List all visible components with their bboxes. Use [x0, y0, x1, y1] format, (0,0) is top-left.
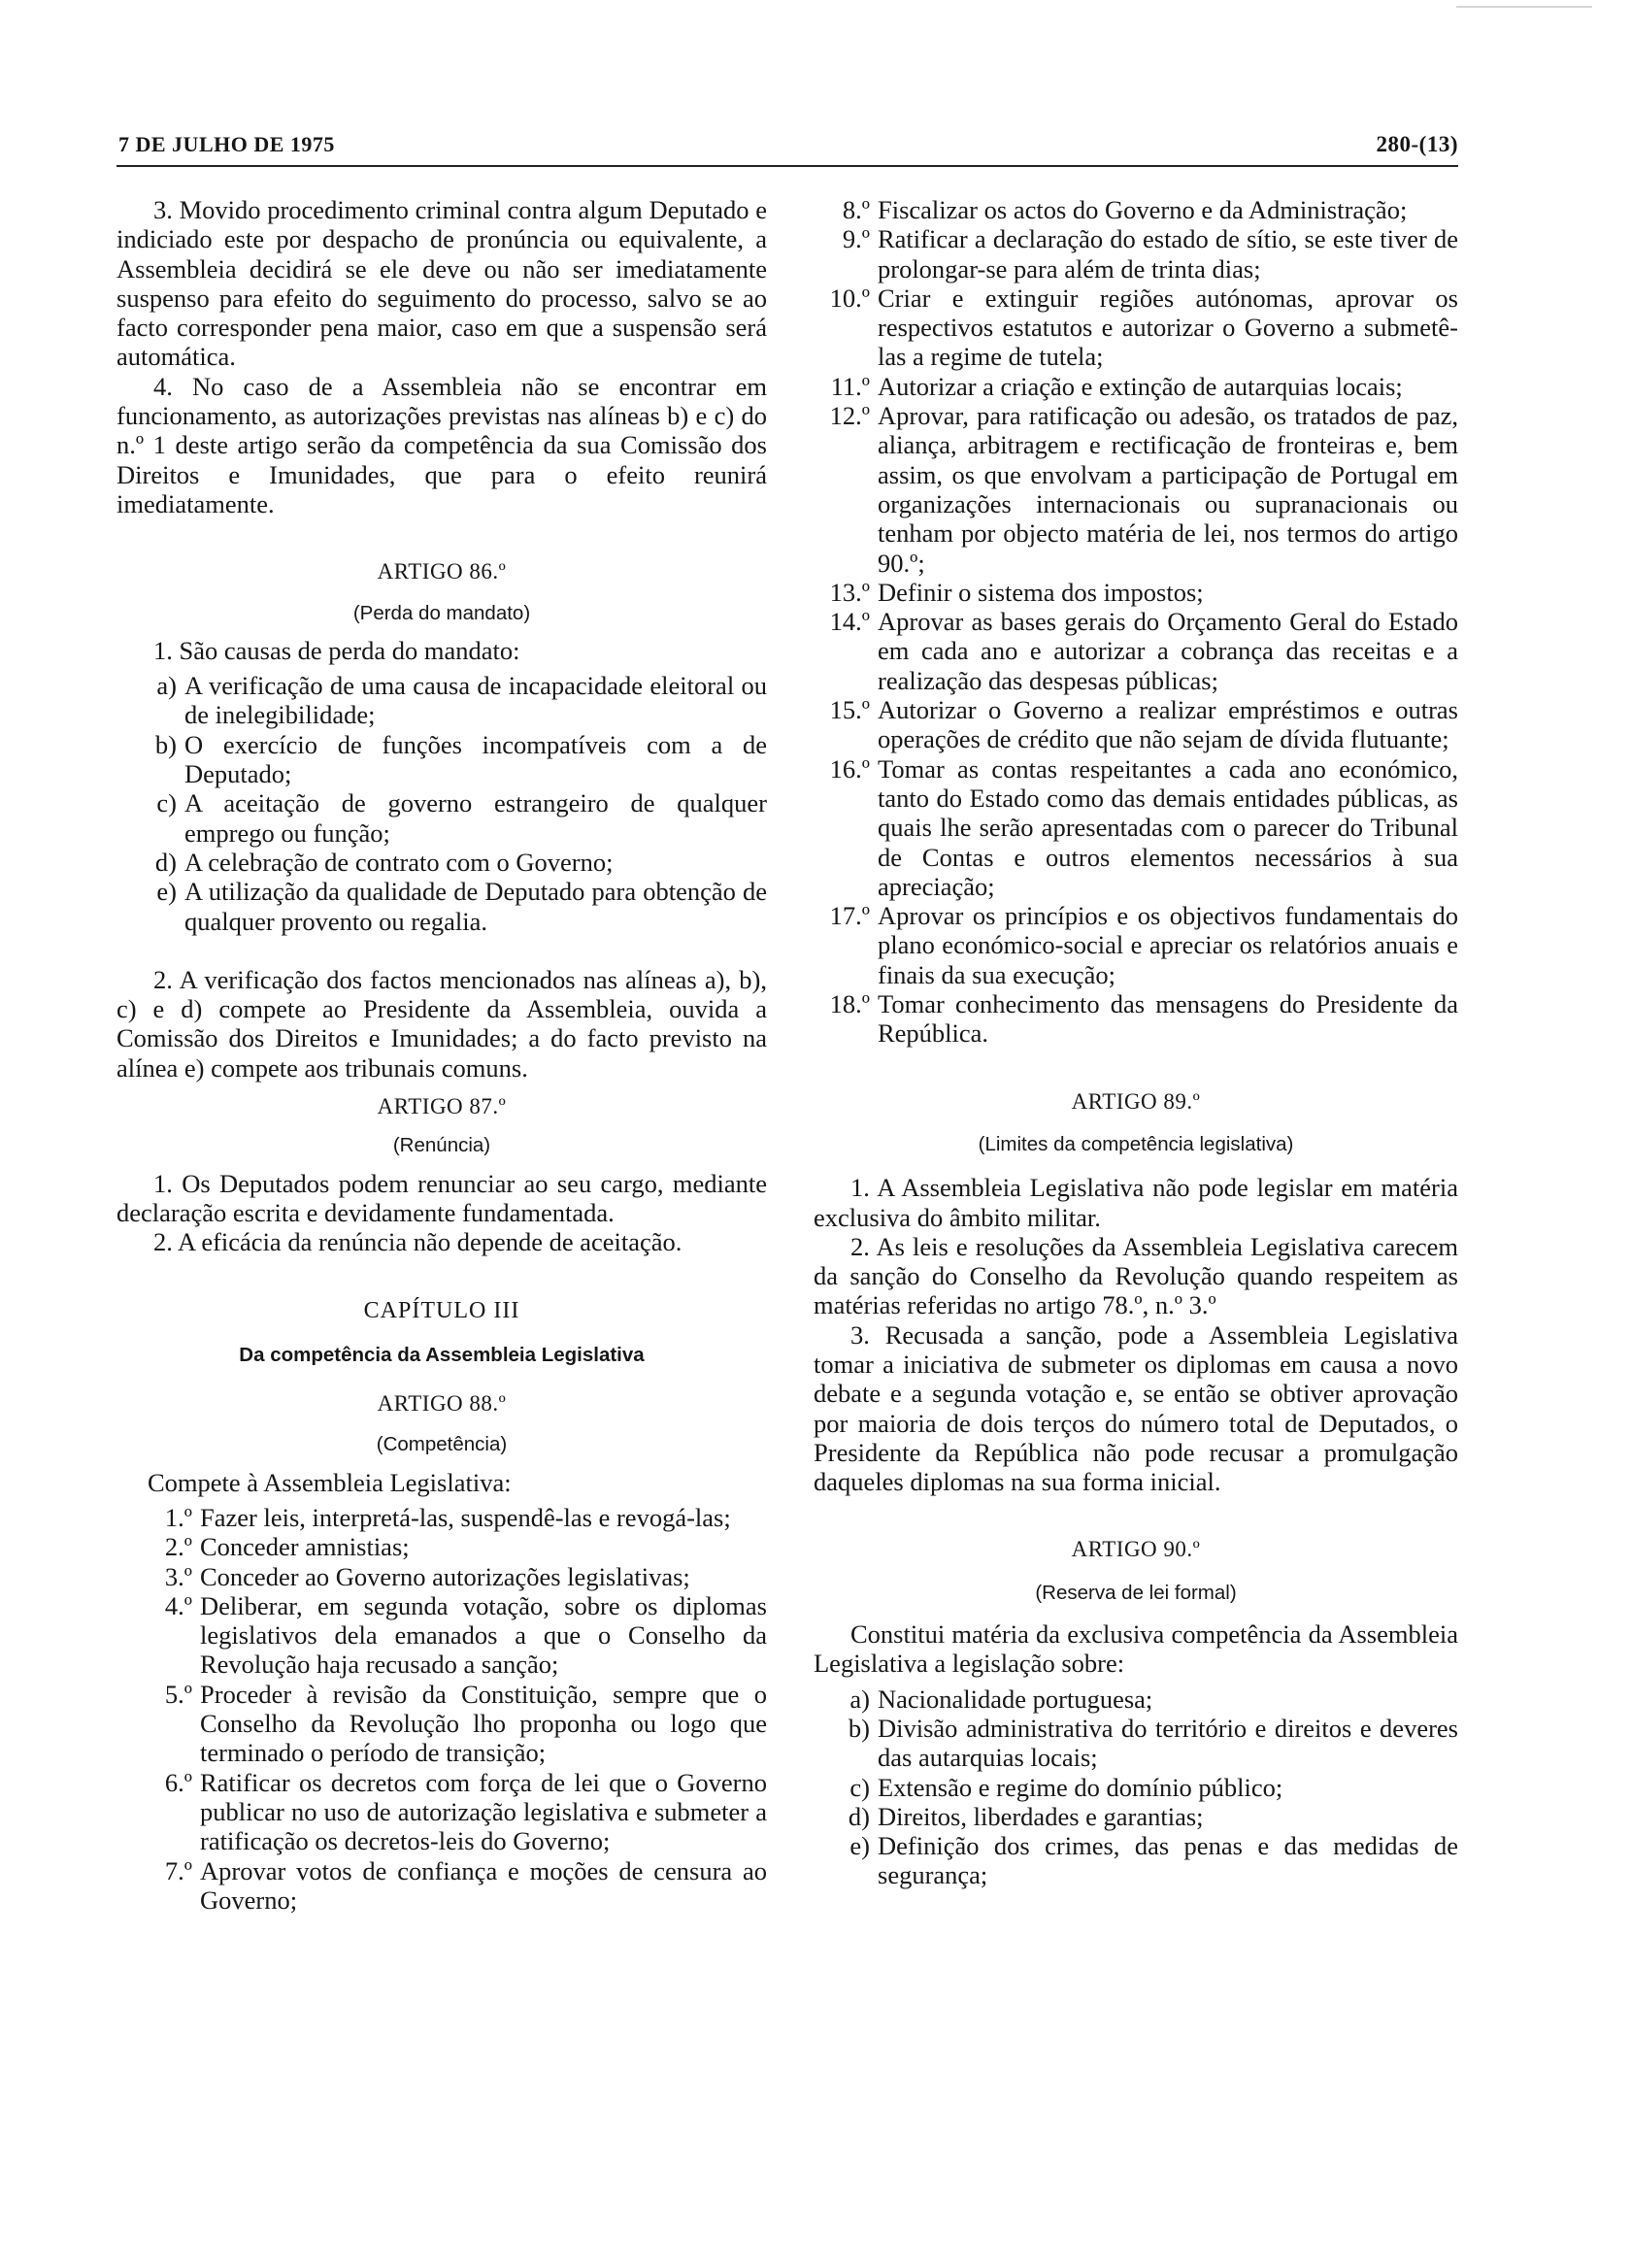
scan-mark [1456, 6, 1592, 8]
chapter-title: CAPÍTULO III [363, 1297, 520, 1323]
list-mark: 4.º [164, 1590, 192, 1620]
list-text: Definição dos crimes, das penas e das medidas de segurança; [878, 1831, 1458, 1890]
paragraph: Constitui matéria da exclusiva competência da Assembleia Legislativa a legislação sobre: [814, 1619, 1458, 1679]
list-mark: 10.º [829, 283, 870, 313]
list-mark: a) [849, 1684, 870, 1714]
list-item [814, 754, 1458, 901]
list-mark: c) [849, 1772, 870, 1802]
right-column [814, 195, 1458, 1890]
chapter-subtitle: Da competência da Assembleia Legislativa [239, 1343, 645, 1366]
list-mark: 7.º [164, 1855, 192, 1885]
list-text: O exercício de funções incompatíveis com a de Deputado; [184, 729, 767, 789]
list-mark: 9.º [842, 224, 870, 254]
list-item [814, 1802, 1458, 1831]
paragraph: 1. Os Deputados podem renunciar ao seu cargo, mediante declaração escrita e devidamente fundamentada. [116, 1168, 767, 1227]
list-item [814, 989, 1458, 1049]
list-text: Aprovar os princípios e os objectivos fundamentais do plano económico-social e apreciar os relatórios anuais e finais da sua execução; [878, 901, 1458, 989]
list-text: Conceder amnistias; [200, 1532, 410, 1562]
list-text: Tomar as contas respeitantes a cada ano económico, tanto do Estado como das demais entidades públicas, as quais lhe serão apresentadas com o parecer do Tribunal de Contas e outros elementos necessários à sua apreciação; [878, 753, 1458, 901]
list-item [116, 1768, 767, 1856]
article-subtitle: (Reserva de lei formal) [1035, 1581, 1237, 1604]
header-date: 7 DE JULHO DE 1975 [118, 132, 335, 156]
list-item [814, 224, 1458, 284]
list-item [814, 401, 1458, 578]
list-item [814, 1773, 1458, 1802]
list-item [116, 788, 767, 848]
list-text: Extensão e regime do domínio público; [878, 1772, 1283, 1802]
list-text: Ratificar os decretos com força de lei que o Governo publicar no uso de autorização legislativa e submeter a ratificação os decretos-leis do Governo; [200, 1767, 767, 1856]
paragraph: 4. No caso de a Assembleia não se encontrar em funcionamento, as autorizações previstas nas alíneas b) e c) do n.º 1 deste artigo serão da competência da sua Comissão dos Direitos e Imunidades, que para o efeito reunirá imediatamente. [116, 371, 767, 518]
list-text: Autorizar o Governo a realizar empréstimos e outras operações de crédito que não sejam de dívida flutuante; [878, 695, 1458, 754]
header-rule [116, 165, 1458, 167]
list-mark: 2.º [164, 1532, 192, 1562]
list-item [116, 671, 767, 730]
list-mark: 16.º [829, 753, 870, 784]
paragraph: 2. As leis e resoluções da Assembleia Legislativa carecem da sanção do Conselho da Revolução quando respeitem as matérias referidas no artigo 78.º, n.º 3.º [814, 1231, 1458, 1320]
article-title: ARTIGO 90.º [1071, 1537, 1201, 1562]
list-text: Autorizar a criação e extinção de autarquias locais; [878, 371, 1403, 401]
list-text: Divisão administrativa do território e direitos e deveres das autarquias locais; [878, 1713, 1458, 1773]
list-item [116, 1591, 767, 1680]
list-mark: d) [848, 1801, 870, 1831]
article-subtitle: (Renúncia) [392, 1134, 491, 1157]
article-subtitle: (Perda do mandato) [352, 601, 531, 624]
list-item [116, 730, 767, 789]
list-item [814, 695, 1458, 754]
list-text: Nacionalidade portuguesa; [878, 1684, 1153, 1714]
list-item [116, 1503, 767, 1532]
list-mark: b) [848, 1713, 870, 1743]
paragraph: 1. A Assembleia Legislativa não pode legislar em matéria exclusiva do âmbito militar. [814, 1173, 1458, 1232]
list-item [116, 1562, 767, 1591]
list-text: Aprovar votos de confiança e moções de censura ao Governo; [200, 1855, 767, 1915]
list-item [116, 848, 767, 877]
list-mark: 11.º [830, 371, 870, 401]
list-item [814, 195, 1458, 224]
list-item [116, 1680, 767, 1768]
list-item [116, 877, 767, 936]
list-mark: e) [849, 1831, 870, 1861]
list-mark: e) [156, 877, 177, 907]
list-item [814, 284, 1458, 372]
list-item [814, 372, 1458, 401]
list-item [814, 1831, 1458, 1890]
list-text: Proceder à revisão da Constituição, sempre que o Conselho da Revolução lho proponha ou logo que terminado o período de transição; [200, 1679, 767, 1768]
list-mark: 6.º [164, 1767, 192, 1797]
article-subtitle: (Limites da competência legislativa) [978, 1132, 1294, 1155]
list-text: Aprovar, para ratificação ou adesão, os tratados de paz, aliança, arbitragem e rectificação de fronteiras e, bem assim, os que envolvam a participação de Portugal em organizações internacionais ou supranacionais ou tenham por objecto matéria de lei, nos termos do artigo 90.º; [878, 401, 1458, 578]
list-mark: 8.º [842, 195, 870, 224]
list-mark: b) [154, 729, 177, 759]
list-text: Deliberar, em segunda votação, sobre os diplomas legislativos dela emanados a que o Conselho da Revolução haja recusado a sanção; [200, 1590, 767, 1680]
list-mark: c) [156, 788, 177, 818]
list-mark: 1.º [164, 1502, 192, 1532]
article-title: ARTIGO 86.º [377, 559, 507, 584]
list-text: Aprovar as bases gerais do Orçamento Geral do Estado em cada ano e autorizar a cobrança das receitas e a realização das despesas públicas; [878, 607, 1458, 695]
list-text: A utilização da qualidade de Deputado para obtenção de qualquer provento ou regalia. [184, 877, 767, 936]
list-mark: 15.º [829, 695, 870, 725]
list-text: Ratificar a declaração do estado de sítio, se este tiver de prolongar-se para além de trinta dias; [878, 224, 1458, 284]
list-text: Fazer leis, interpretá-las, suspendê-las e revogá-las; [200, 1502, 731, 1532]
list-mark: 3.º [164, 1561, 192, 1591]
list-text: Tomar conhecimento das mensagens do Presidente da República. [878, 989, 1458, 1049]
list-text: Conceder ao Governo autorizações legislativas; [200, 1561, 690, 1591]
list-text: Criar e extinguir regiões autónomas, aprovar os respectivos estatutos e autorizar o Governo a submetê-las a regime de tutela; [878, 283, 1458, 372]
article-title: ARTIGO 87.º [377, 1094, 507, 1119]
article-subtitle: (Competência) [376, 1433, 508, 1456]
list-item [116, 1532, 767, 1561]
paragraph: Compete à Assembleia Legislativa: [148, 1467, 512, 1497]
list-text: Fiscalizar os actos do Governo e da Administração; [878, 195, 1408, 224]
list-mark: 5.º [164, 1679, 192, 1709]
list-item [814, 578, 1458, 607]
paragraph: 3. Recusada a sanção, pode a Assembleia Legislativa tomar a iniciativa de submeter os diplomas em causa a novo debate e a segunda votação e, se então se obtiver aprovação por maioria de dois terços do número total de Deputados, o Presidente da República não pode recusar a promulgação daqueles diplomas na sua forma inicial. [814, 1319, 1458, 1497]
paragraph: 2. A verificação dos factos mencionados nas alíneas a), b), c) e d) compete ao Presidente da Assembleia, ouvida a Comissão dos Direitos e Imunidades; a do facto previsto na alínea e) compete aos tribunais comuns. [116, 964, 767, 1083]
article-title: ARTIGO 88.º [377, 1391, 507, 1417]
list-item [814, 1714, 1458, 1773]
list-text: A aceitação de governo estrangeiro de qualquer emprego ou função; [184, 788, 767, 848]
list-item [814, 607, 1458, 695]
list-item [116, 1856, 767, 1916]
paragraph: 1. São causas de perda do mandato: [153, 635, 520, 665]
list-mark: 18.º [829, 989, 870, 1019]
list-text: Definir o sistema dos impostos; [878, 577, 1204, 607]
list-text: A verificação de uma causa de incapacidade eleitoral ou de inelegibilidade; [184, 671, 767, 730]
paragraph: 2. A eficácia da renúncia não depende de aceitação. [153, 1227, 682, 1257]
list-text: A celebração de contrato com o Governo; [184, 847, 614, 877]
list-mark: a) [156, 671, 177, 701]
list-mark: 17.º [829, 901, 870, 931]
list-item [814, 901, 1458, 989]
list-text: Direitos, liberdades e garantias; [878, 1801, 1204, 1831]
left-column [116, 195, 767, 1915]
header-page-number: 280-(13) [1376, 132, 1458, 156]
list-mark: 14.º [829, 607, 870, 637]
list-mark: 13.º [829, 577, 870, 607]
article-title: ARTIGO 89.º [1071, 1088, 1201, 1114]
list-mark: d) [154, 847, 177, 877]
list-item [814, 1684, 1458, 1714]
list-mark: 12.º [829, 401, 870, 431]
paragraph: 3. Movido procedimento criminal contra algum Deputado e indiciado este por despacho de pronúncia ou equivalente, a Assembleia decidirá se ele deve ou não ser imediatamente suspenso para efeito do seguimento do processo, salvo se ao facto corresponder pena maior, caso em que a suspensão será automática. [116, 195, 767, 372]
